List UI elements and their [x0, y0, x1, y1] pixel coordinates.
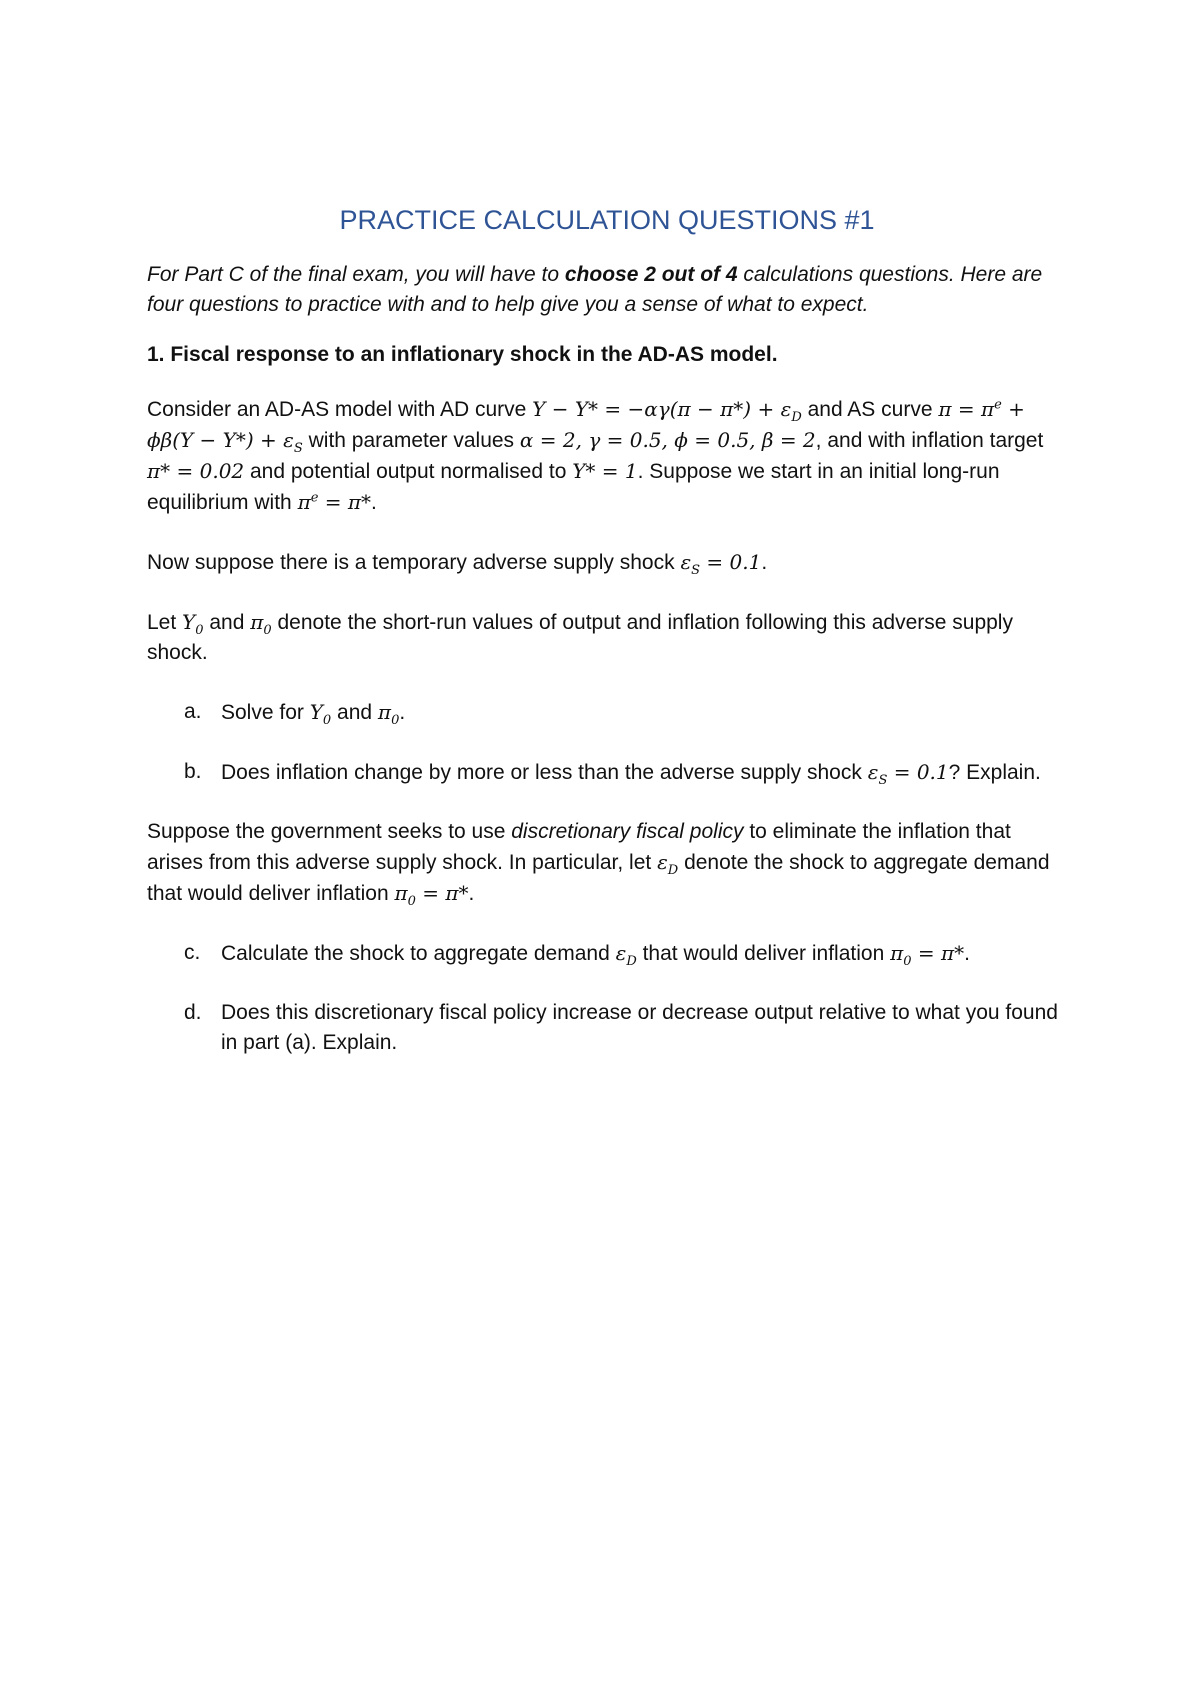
question-part-a: a. Solve for $Y_0$ and $\pi_0$.: [147, 697, 1067, 728]
inflation-condition: $\pi_0 = \pi*$: [394, 881, 469, 909]
potential-output: Y* = 1: [572, 459, 638, 483]
document-content: [147, 200, 1067, 1087]
supply-shock-equation: $\varepsilon_S = 0.1$: [867, 760, 949, 788]
part-c-label: c.: [184, 941, 201, 964]
inflation-target: π* = 0.02: [147, 459, 245, 483]
setup-text: , and with inflation target: [815, 429, 1044, 452]
inflation-condition: $\pi_0 = \pi*$: [890, 941, 965, 969]
as-curve-equation: $\pi = \pi^e + \phi\beta(Y - Y*) + \varepsilon_S$: [147, 397, 1025, 456]
definitions-paragraph: Let $Y_0$ and $\pi_0$ denote the short-run values of output and inflation following this adverse supply shock.: [147, 610, 1013, 664]
supply-shock-equation: $\varepsilon_S = 0.1$: [680, 550, 762, 578]
fiscal-policy-paragraph: Suppose the government seeks to use discretionary fiscal policy to eliminate the inflation that arises from this adverse supply shock. In particular, let $\varepsilon_D$ denote the shock to aggregate demand that would deliver inflation $\pi_0 = \pi*$.: [147, 820, 1050, 909]
equilibrium-condition: $\pi^e = \pi*$: [297, 490, 372, 514]
parameter-values: α = 2, γ = 0.5, ϕ = 0.5, β = 2: [519, 428, 816, 452]
setup-text: with parameter values: [302, 429, 520, 452]
setup-text: . Suppose we start in an initial long-run equilibrium with: [147, 460, 1000, 514]
intro-text: For Part C of the final exam, you will have to: [147, 263, 565, 286]
pi0-symbol: $\pi_0$: [250, 610, 272, 638]
ad-curve-equation: $Y - Y* = -\alpha\gamma(\pi - \pi*) + \varepsilon_D$: [532, 397, 802, 425]
part-d-label: d.: [184, 1001, 202, 1024]
setup-text: and AS curve: [801, 398, 939, 421]
shock-text: Now suppose there is a temporary adverse supply shock: [147, 551, 681, 574]
part-d-text: Does this discretionary fiscal policy increase or decrease output relative to what you found in part (a). Explain.: [221, 1001, 1058, 1054]
model-setup-paragraph: [147, 394, 1067, 518]
part-a-label: a.: [184, 700, 202, 723]
page-title: PRACTICE CALCULATION QUESTIONS #1: [339, 205, 875, 235]
setup-text: and potential output normalised to: [244, 460, 573, 483]
intro-paragraph: [147, 260, 1067, 320]
y0-symbol: $Y_0$: [182, 610, 204, 638]
supply-shock-paragraph: Now suppose there is a temporary adverse supply shock $\varepsilon_S = 0.1$.: [147, 550, 768, 578]
part-b-label: b.: [184, 760, 202, 783]
question-part-c: c. Calculate the shock to aggregate demand $\varepsilon_D$ that would deliver inflation $\pi_0 = \pi*$.: [147, 938, 1067, 969]
setup-text: .: [371, 491, 377, 514]
intro-bold: choose 2 out of 4: [564, 263, 738, 286]
intro-text-rest: calculations questions. Here are four questions to practice with and to help give you a sense of what to expect.: [147, 263, 1043, 316]
question-part-b: b. Does inflation change by more or less than the adverse supply shock $\varepsilon_S = 0.1$? Explain.: [147, 757, 1067, 788]
demand-shock-symbol: $\varepsilon_D$: [657, 850, 679, 878]
question-heading: 1. Fiscal response to an inflationary shock in the AD-AS model.: [147, 343, 778, 366]
demand-shock-symbol: $\varepsilon_D$: [615, 941, 637, 969]
fiscal-policy-emphasis: discretionary fiscal policy: [511, 820, 744, 843]
pi0-symbol: $\pi_0$: [377, 700, 400, 728]
y0-symbol: $Y_0$: [309, 700, 332, 728]
question-part-d: [147, 998, 1067, 1058]
setup-text: Consider an AD-AS model with AD curve: [147, 398, 533, 421]
